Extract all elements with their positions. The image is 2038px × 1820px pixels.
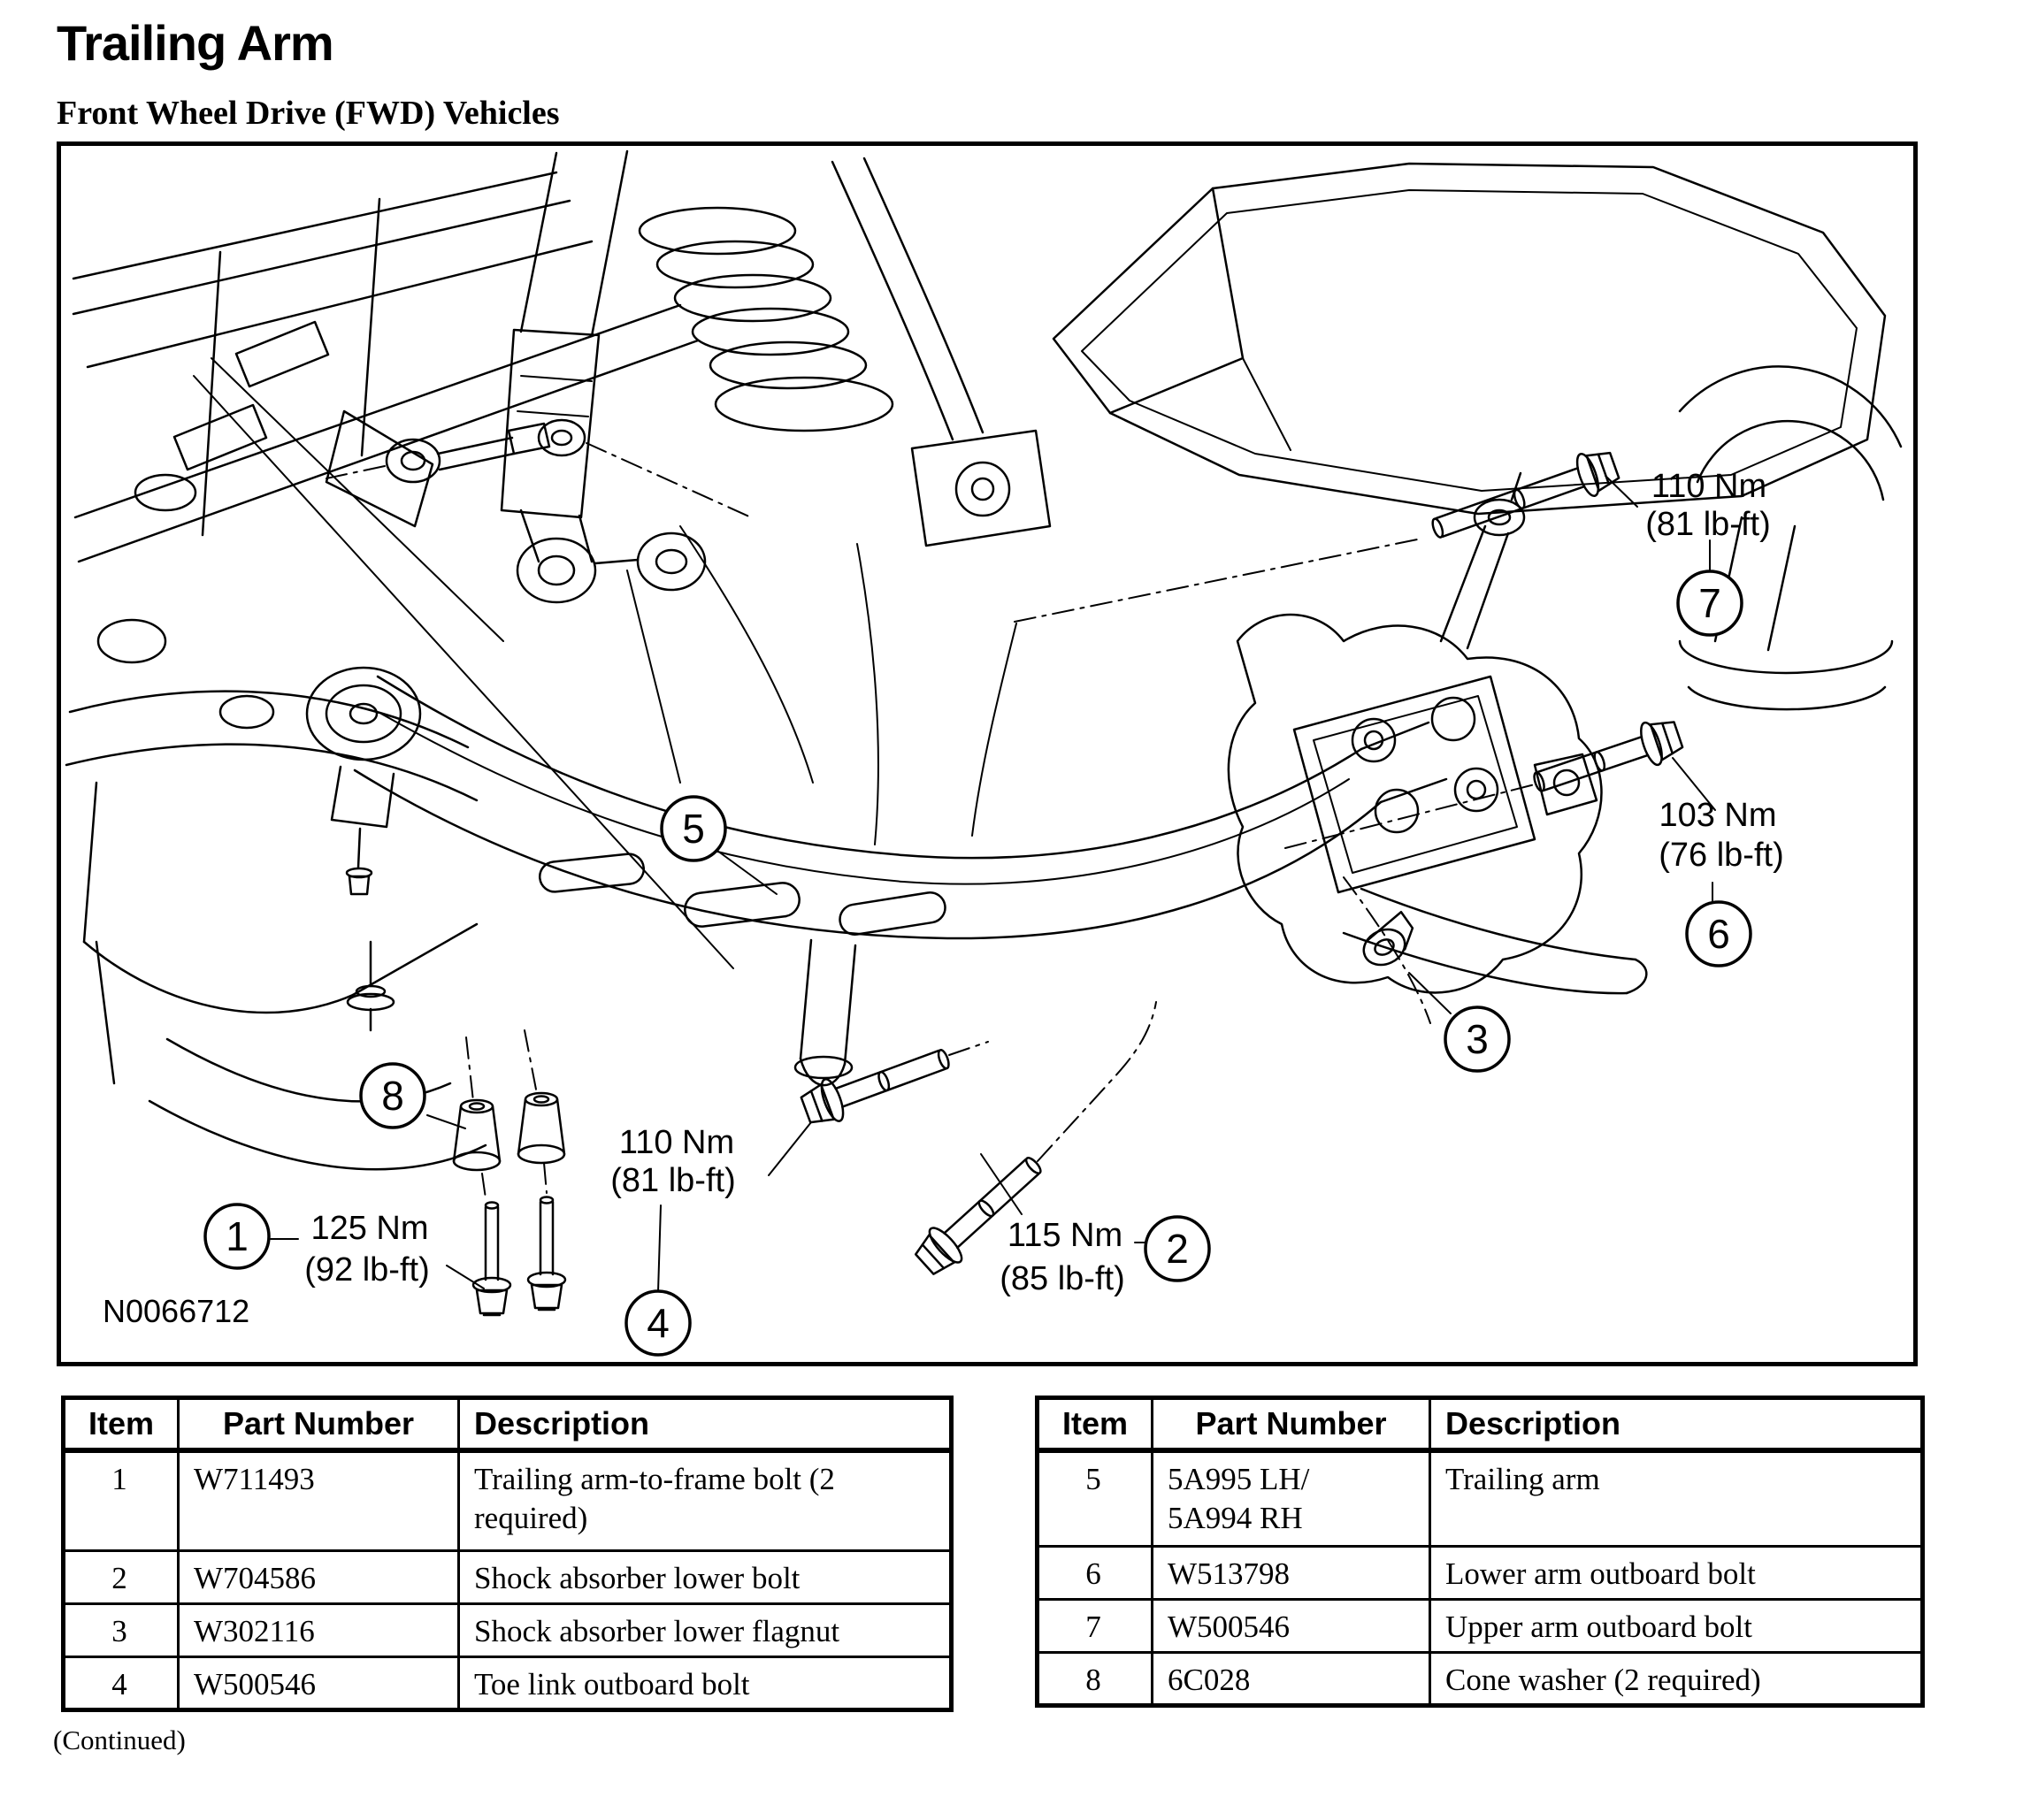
column-header-item: Item [1038,1398,1153,1451]
parts-table-right [1035,1396,1925,1708]
upper-arm-art [832,158,1050,546]
column-header-item: Item [64,1398,179,1451]
part-number-line2: 5A994 RH [1168,1501,1303,1535]
part-number-cell: W500546 [179,1656,459,1709]
torque-label-2-line1: 115 Nm [1007,1217,1123,1254]
column-header-description: Description [459,1398,952,1451]
svg-text:6: 6 [1707,911,1730,957]
description-cell: Toe link outboard bolt [459,1656,952,1709]
part-number-cell: W500546 [1153,1599,1430,1652]
trailing-arm-art [307,668,1446,1085]
continued-note: (Continued) [53,1724,186,1755]
torque-label-1-line1: 125 Nm [310,1210,429,1247]
part-number-cell: W704586 [179,1550,459,1603]
item-cell: 1 [64,1450,179,1550]
item-cell: 5 [1038,1450,1153,1546]
table-header-row [1038,1398,1923,1451]
item-cell: 3 [64,1603,179,1656]
subframe-art [66,172,733,1169]
column-header-description: Description [1430,1398,1923,1451]
callout-6 [1687,902,1751,966]
upper-arm-outboard-bolt-art [1427,445,1622,550]
knuckle-art [1229,366,1901,993]
item-cell: 6 [1038,1546,1153,1599]
callout-5 [662,797,725,860]
table-row [64,1450,952,1550]
svg-text:1: 1 [226,1213,249,1259]
parts-diagram-frame [57,141,1918,1366]
svg-text:3: 3 [1466,1016,1489,1062]
part-number-cell: 6C028 [1153,1652,1430,1705]
part-number-cell: W302116 [179,1603,459,1656]
callout-1 [205,1204,269,1268]
part-number-cell: W513798 [1153,1546,1430,1599]
svg-text:5: 5 [682,806,705,852]
callout-8 [361,1064,425,1128]
torque-label-4-line1: 110 Nm [618,1124,735,1161]
torque-label-6-line1: 103 Nm [1659,797,1777,834]
part-number-cell [1153,1450,1430,1546]
heat-shield-art [1053,164,1885,514]
parts-table-left [61,1396,954,1712]
callout-2 [1145,1217,1209,1281]
callout-3 [1445,1007,1509,1071]
column-header-part-number: Part Number [1153,1398,1430,1451]
description-cell: Trailing arm [1430,1450,1923,1546]
description-cell: Shock absorber lower flagnut [459,1603,952,1656]
trailing-arm-frame-bolts-art [473,1197,565,1316]
callout-4 [626,1291,690,1355]
description-cell: Shock absorber lower bolt [459,1550,952,1603]
torque-label-7-line2: (81 lb-ft) [1645,506,1771,543]
toe-link-art [326,420,751,517]
parts-diagram [61,146,1913,1362]
table-row [64,1550,952,1603]
torque-label-7-line1: 110 Nm [1651,468,1767,505]
table-header-row [64,1398,952,1451]
part-number-cell: W711493 [179,1450,459,1550]
callout-7 [1678,571,1742,635]
table-row [1038,1652,1923,1705]
svg-text:4: 4 [647,1300,670,1346]
section-subtitle: Front Wheel Drive (FWD) Vehicles [57,95,560,132]
item-cell: 7 [1038,1599,1153,1652]
torque-label-1-line2: (92 lb-ft) [304,1251,430,1289]
description-cell: Trailing arm-to-frame bolt (2 required) [459,1450,952,1550]
shock-and-spring-art [502,151,1016,845]
toe-link-outboard-bolt-art [798,1037,954,1131]
figure-id: N0066712 [103,1293,250,1329]
item-cell: 2 [64,1550,179,1603]
svg-text:8: 8 [381,1073,404,1119]
torque-label-4-line2: (81 lb-ft) [610,1162,736,1199]
page-title: Trailing Arm [57,15,333,71]
part-number-line1: 5A995 LH/ [1168,1462,1310,1496]
lower-arm-outboard-bolt-art [1528,714,1686,804]
description-cell: Cone washer (2 required) [1430,1652,1923,1705]
column-header-part-number: Part Number [179,1398,459,1451]
item-cell: 4 [64,1656,179,1709]
table-row [1038,1546,1923,1599]
assembly-axis-lines [466,539,1535,1198]
svg-text:2: 2 [1166,1226,1189,1272]
description-cell: Upper arm outboard bolt [1430,1599,1923,1652]
table-row [64,1603,952,1656]
torque-label-2-line2: (85 lb-ft) [1000,1260,1125,1297]
table-row [1038,1599,1923,1652]
svg-text:7: 7 [1698,580,1721,626]
cone-washers-art [454,1093,564,1170]
table-row [1038,1450,1923,1546]
item-cell: 8 [1038,1652,1153,1705]
table-row [64,1656,952,1709]
description-cell: Lower arm outboard bolt [1430,1546,1923,1599]
torque-label-6-line2: (76 lb-ft) [1659,837,1784,874]
